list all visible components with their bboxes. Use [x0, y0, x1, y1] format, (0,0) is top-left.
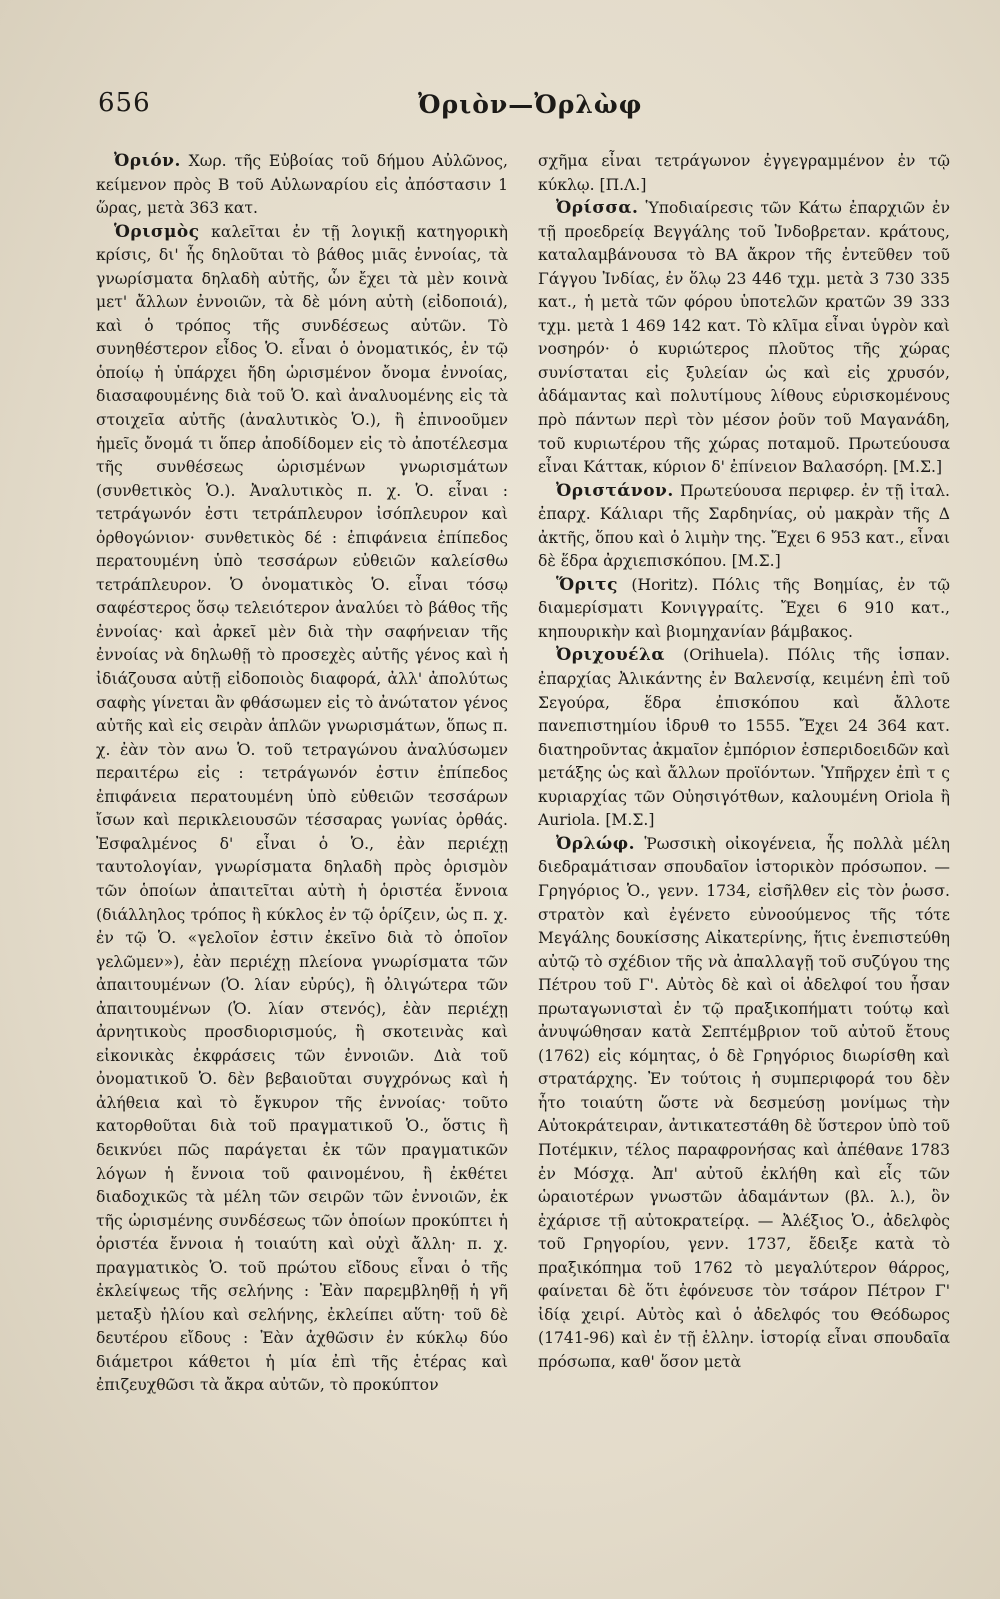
entry-text: (Orihuela). Πόλις τῆς ἱσπαν. ἐπαρχίας Ἀλικάντης ἐν Βαλενσίᾳ, κειμένη ἐπὶ τοῦ Σεγούρα, ἕδρα ἐπισκόπου καὶ ἄλλοτε πανεπιστημίου ἱδρυθ το 1555. Ἔχει 24 364 κατ. διατηροῦντας ἀκμαῖον ἐμπόριον ἑσπεριδοειδῶν καὶ μετάξης ὡς καὶ ἄλλων προϊόντων. Ὑπῆρχεν ἐπὶ τ ς κυριαρχίας τῶν Οὐησιγότθων, καλουμένη Oriola ἢ Auriola. [Μ.Σ.]	[538, 646, 950, 830]
entry-headword: Ὀριόν.	[114, 151, 181, 171]
entry-headword: Ὅριτς	[556, 574, 618, 595]
entry-oristano	[538, 480, 950, 574]
entry-horitz	[538, 574, 950, 645]
entry-orlov	[538, 833, 950, 1375]
entry-headword: Ὀριχουέλα	[556, 645, 665, 666]
page-number: 656	[98, 88, 151, 118]
entry-headword: Ὀρίσσα.	[556, 198, 639, 219]
left-column	[96, 150, 508, 1550]
right-column	[538, 150, 950, 1550]
entry-orismos	[96, 221, 508, 1398]
entry-text: Πρωτεύουσα περιφερ. ἐν τῇ ἰταλ. ἐπαρχ. Κάλιαρι τῆς Σαρδηνίας, οὐ μακρὰν τῆς Δ ἀκτῆς, ὅπου καὶ ὁ λιμὴν της. Ἔχει 6 953 κατ., εἶναι δὲ ἕδρα ἀρχιεπισκόπου. [Μ.Σ.]	[538, 481, 950, 571]
entry-text: Ῥωσσικὴ οἰκογένεια, ἧς πολλὰ μέλη διεδραμάτισαν σπουδαῖον ἱστορικὸν πρόσωπον. — Γρηγόριος Ὁ., γενν. 1734, εἰσῆλθεν εἰς τὸν ῥωσσ. στρατὸν καὶ ἐγένετο εὐνοούμενος τῆς τότε Μεγάλης δουκίσσης Αἰκατερίνης, ἥτις ἐνεπιστεύθη αὐτῷ τὸ σχέδιον τῆς νὰ ἀπαλλαγῇ τοῦ συζύγου της Πέτρου τοῦ Γ'. Αὐτὸς δὲ καὶ οἱ ἀδελφοί του ἦσαν πρωταγωνισταὶ ἐν τῷ πραξικοπήματι τούτῳ καὶ ἀνυψώθησαν κατὰ Σεπτέμβριον τοῦ αὐτοῦ ἔτους (1762) εἰς κόμητας, ὁ δὲ Γρηγόριος διωρίσθη καὶ στρατάρχης. Ἐν τούτοις ἡ συμπεριφορά του δὲν ἦτο τοιαύτη ὥστε νὰ δεσμεύσῃ μονίμως τὴν Αὐτοκράτειραν, ἀντικατεστάθη δὲ ὕστερον ὑπὸ τοῦ Ποτέμκιν, τέλος παραφρονήσας καὶ ἀπέθανε 1783 ἐν Μόσχᾳ. Ἀπ' αὐτοῦ ἐκλήθη καὶ εἷς τῶν ὡραιοτέρων γνωστῶν ἀδαμάντων (βλ. λ.), ὃν ἐχάρισε τῇ αὐτοκρατείρᾳ. — Ἀλέξιος Ὁ., ἀδελφὸς τοῦ Γρηγορίου, γενν. 1737, ἔδειξε κατὰ τὸ πραξικόπημα τοῦ 1762 τὸ μεγαλύτερον θάρρος, φαίνεται δὲ ὅτι ἐφόνευσε τὸν τσάρον Πέτρον Γ' ἰδίᾳ χειρί. Αὐτὸς καὶ ὁ ἀδελφός του Θεόδωρος (1741-96) καὶ ἐν τῇ ἑλλην. ἱστορίᾳ εἶναι σπουδαῖα πρόσωπα, καθ' ὅσον μετὰ	[538, 834, 950, 1371]
entry-text: Χωρ. τῆς Εὐβοίας τοῦ δήμου Αὐλῶνος, κείμενον πρὸς Β τοῦ Αὐλωναρίου εἰς ἀπόστασιν 1 ὥρας, μετὰ 363 κατ.	[96, 152, 508, 218]
entry-text: (Horitz). Πόλις τῆς Βοημίας, ἐν τῷ διαμερίσματι Κονιγγραίτς. Ἔχει 6 910 κατ., κηπουρικὴν καὶ βιομηχανίαν βάμβακος.	[538, 575, 950, 641]
entry-orion	[96, 150, 508, 221]
entry-orissa	[538, 197, 950, 480]
entry-text: καλεῖται ἐν τῇ λογικῇ κατηγορικὴ κρίσις, δι' ἧς δηλοῦται τὸ βάθος μιᾶς ἐννοίας, τὰ γνωρίσματα δηλαδὴ αὐτῆς, ὧν ἔχει τὰ μὲν κοινὰ μετ' ἄλλων ἐννοιῶν, τὰ δὲ μόνη αὐτὴ (εἰδοποιά), καὶ ὁ τρόπος τῆς συνδέσεως αὐτῶν. Τὸ συνηθέστερον εἶδος Ὁ. εἶναι ὁ ὀνοματικός, ἐν τῷ ὁποίῳ ἡ ὑπάρχει ἤδη ὡρισμένον ὄνομα ἐννοίας, διασαφουμένης διὰ τοῦ Ὁ. καὶ ἀναλυομένης εἰς τὰ στοιχεῖα αὐτῆς (ἀναλυτικὸς Ὁ.), ἢ ἐπινοοῦμεν ἡμεῖς ὄνομά τι ὅπερ ἀποδίδομεν εἰς τὸ ἀποτέλεσμα τῆς συνθέσεως ὡρισμένων γνωρισμάτων (συνθετικὸς Ὁ.). Ἀναλυτικὸς π. χ. Ὁ. εἶναι : τετράγωνόν ἐστι τετράπλευρον ἰσόπλευρον καὶ ὀρθογώνιον· συνθετικὸς δέ : ἐπιφάνεια ἐπίπεδος περατουμένη ὑπὸ τεσσάρων εὐθειῶν καλείσθω τετράπλευρον. Ὁ ὀνοματικὸς Ὁ. εἶναι τόσῳ σαφέστερος ὅσῳ τελειότερον ἀναλύει τὸ βάθος τῆς ἐννοίας· καὶ ἀρκεῖ μὲν διὰ τὴν σαφήνειαν τῆς ἐννοίας νὰ δηλωθῇ τὸ προσεχὲς αὐτῆς γένος καὶ ἡ ἰδιάζουσα αὐτῇ εἰδοποιὸς διαφορά, ἀλλ' ἀπολύτως σαφὴς γίνεται ἂν φθάσωμεν εἰς τὸ ἀνώτατον γένος αὐτῆς καὶ εἰς σειρὰν ἁπλῶν γνωρισμάτων, ὅπως π. χ. ἐὰν τὸν ανω Ὁ. τοῦ τετραγώνου ἀναλύσωμεν περαιτέρω εἰς : τετράγωνόν ἐστιν ἐπίπεδος ἐπιφάνεια περατουμένη ὑπὸ εὐθειῶν τεσσάρων ἴσων καὶ περικλειουσῶν τέσσαρας γωνίας ὀρθάς. Ἐσφαλμένος δ' εἶναι ὁ Ὁ., ἐὰν περιέχῃ ταυτολογίαν, γνωρίσματα δηλαδὴ πρὸς ὁρισμὸν τῶν ὁποίων ἀπαιτεῖται αὐτὴ ἡ ὁριστέα ἔννοια (διάλληλος τρόπος ἢ κύκλος ἐν τῷ ὁρίζειν, ὡς π. χ. ἐν τῷ Ὁ. «γελοῖον ἐστιν ἐκεῖνο διὰ τὸ ὁποῖον γελῶμεν»), ἐὰν περιέχῃ πλείονα γνωρίσματα τῶν ἀπαιτουμένων (Ὁ. λίαν εὐρύς), ἢ ὀλιγώτερα τῶν ἀπαιτουμένων (Ὁ. λίαν στενός), ἐὰν περιέχῃ ἀρνητικοὺς προσδιορισμούς, ἢ σκοτεινὰς καὶ εἰκονικὰς ἐκφράσεις τῶν ἐννοιῶν. Διὰ τοῦ ὀνοματικοῦ Ὁ. δὲν βεβαιοῦται συγχρόνως καὶ ἡ ἀλήθεια καὶ τὸ ἔγκυρον τῆς ἐννοίας· τοῦτο κατορθοῦται διὰ τοῦ πραγματικοῦ Ὁ., ὅστις ἢ δεικνύει πῶς παράγεται ἐκ τῶν πραγματικῶν λόγων ἡ ἔννοια τοῦ φαινομένου, ἢ ἐκθέτει διαδοχικῶς τὰ μέλη τῶν σειρῶν τῶν ἐννοιῶν, ἐκ τῆς ὡρισμένης συνδέσεως τῶν ὁποίων προκύπτει ἡ ὁριστέα ἔννοια ἡ τοιαύτη καὶ οὐχὶ ἄλλη· π. χ. πραγματικὸς Ὁ. τοῦ πρώτου εἴδους εἶναι ὁ τῆς ἐκλείψεως τῆς σελήνης : Ἐὰν παρεμβληθῇ ἡ γῆ μεταξὺ ἡλίου καὶ σελήνης, ἐκλείπει αὕτη· τοῦ δὲ δευτέρου εἴδους : Ἐὰν ἀχθῶσιν ἐν κύκλῳ δύο διάμετροι κάθετοι ἡ μία ἐπὶ τῆς ἑτέρας καὶ ἐπιζευχθῶσι τὰ ἄκρα αὐτῶν, τὸ προκύπτον	[96, 222, 508, 1395]
entry-headword: Ὁρισμὸς	[114, 221, 200, 242]
running-head: Ὀριὸν—Ὀρλὼφ	[418, 90, 643, 119]
entry-continuation	[538, 150, 950, 197]
entry-text: σχῆμα εἶναι τετράγωνον ἐγγεγραμμένον ἐν τῷ κύκλῳ. [Π.Λ.]	[538, 152, 950, 194]
entry-orihuela	[538, 644, 950, 832]
entry-headword: Ὀρλώφ.	[556, 833, 636, 854]
entry-text: Ὑποδιαίρεσις τῶν Κάτω ἐπαρχιῶν ἐν τῇ προεδρείᾳ Βεγγάλης τοῦ Ἰνδοβρεταν. κράτους, καταλαμβάνουσα τὸ ΒΑ ἄκρον τῆς ἐντεῦθεν τοῦ Γάγγου Ἰνδίας, ἐν ὅλῳ 23 446 τχμ. μετὰ 3 730 335 κατ., ἡ μετὰ τῶν φόρου ὑποτελῶν κρατῶν 39 333 τχμ. μετὰ 1 469 142 κατ. Τὸ κλῖμα εἶναι ὑγρὸν καὶ νοσηρόν· ὁ κυριώτερος πλοῦτος τῆς χώρας συνίσταται εἰς ξυλείαν ὡς καὶ εἰς χρυσόν, ἀδάμαντας καὶ πολυτίμους λίθους εὑρισκομένους πρὸ πάντων περὶ τὸν μέσον ῥοῦν τοῦ Μαγανάδη, τοῦ κυριωτέρου τῆς χώρας ποταμοῦ. Πρωτεύουσα εἶναι Κάττακ, κύριον δ' ἐπίνειον Βαλασόρη. [Μ.Σ.]	[538, 199, 950, 477]
page-header	[98, 88, 928, 128]
entry-headword: Ὀριστάνον.	[556, 480, 674, 501]
